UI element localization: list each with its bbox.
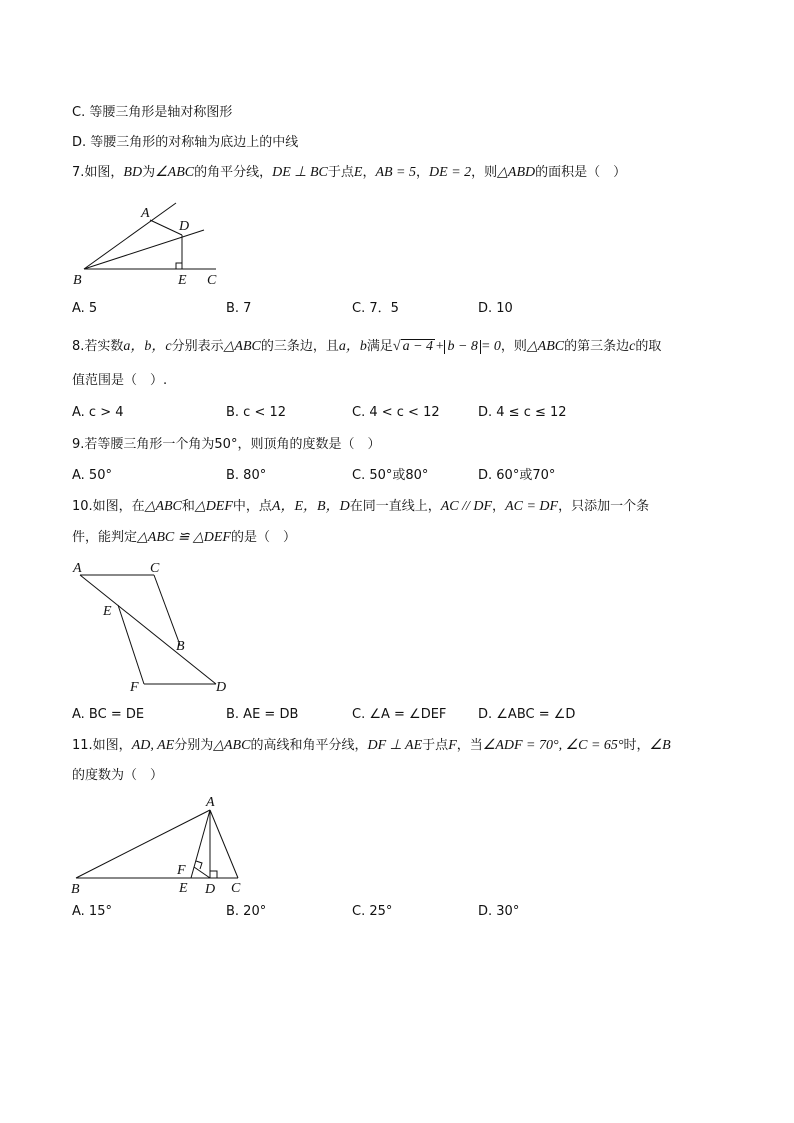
q10-text: ，只添加一个条	[558, 499, 650, 514]
q11-text: 时，	[623, 738, 650, 753]
q7-text: 的角平分线，	[194, 165, 273, 180]
q11-segment-df	[194, 867, 210, 878]
q10-number: 10.如图，在	[72, 499, 145, 514]
q11-option-c: C. 25°	[352, 904, 393, 919]
q8-option-b: B. c < 12	[226, 405, 287, 420]
q8-number: 8.若实数	[72, 339, 124, 354]
q8-text: ，则	[500, 339, 527, 354]
q11-option-d: D. 30°	[478, 904, 520, 919]
q10-stem	[72, 498, 649, 516]
q11-option-a: A. 15°	[72, 904, 112, 919]
q7-text: 于点	[327, 165, 354, 180]
q7-line-ba	[84, 203, 176, 269]
q10-option-b: B. AE = DB	[226, 707, 299, 722]
q10-segment-cb	[154, 575, 180, 645]
q11-text: 分别为	[174, 738, 214, 753]
q10-math: △ABC	[144, 499, 182, 514]
q7-text: ，	[416, 165, 430, 180]
q7-math: DE ⊥ BC	[272, 165, 328, 180]
q8-equals: = 0	[480, 339, 501, 354]
q11-text: 的高线和角平分线，	[250, 738, 368, 753]
q10-text: 的是（ ）	[230, 530, 296, 545]
q11-math: DF ⊥ AE	[367, 738, 423, 753]
q10-label-f: F	[130, 680, 139, 695]
q11-segment-ac	[210, 810, 238, 878]
q7-line-bd	[84, 230, 204, 269]
q10-text: 在同一直线上，	[349, 499, 441, 514]
q8-text: 分别表示	[171, 339, 224, 354]
q8-option-d: D. 4 ≤ c ≤ 12	[478, 405, 567, 420]
q7-label-d: D	[179, 219, 190, 234]
q8-math: △ABC	[526, 339, 565, 354]
q11-label-d: D	[205, 882, 216, 896]
q11-label-e: E	[179, 881, 188, 896]
q7-math: BD	[123, 165, 143, 180]
q11-option-b: B. 20°	[226, 904, 267, 919]
q11-label-a: A	[206, 795, 215, 810]
q7-math: E	[353, 165, 363, 180]
q10-option-a: A. BC = DE	[72, 707, 145, 722]
q10-option-c: C. ∠A = ∠DEF	[352, 707, 447, 722]
q10-figure	[68, 557, 240, 697]
q8-text: 满足	[366, 339, 393, 354]
q6-option-c: C. 等腰三角形是轴对称图形	[72, 105, 233, 120]
q9-option-c: C. 50°或80°	[352, 468, 429, 483]
q10-label-d: D	[216, 680, 227, 695]
q9-option-a: A. 50°	[72, 468, 112, 483]
q8-sqrt-expression: a − 4	[402, 339, 434, 354]
q11-figure	[66, 792, 252, 896]
q11-number: 11.如图，	[72, 738, 132, 753]
q7-label-e: E	[178, 273, 187, 288]
q10-label-a: A	[73, 561, 82, 576]
q8-abs-expression: b − 8	[444, 340, 480, 354]
q10-text: 和	[181, 499, 195, 514]
q11-label-f: F	[177, 863, 186, 878]
q10-math: A，E，B，D	[271, 499, 350, 514]
q7-math: △ABD	[497, 165, 536, 180]
q7-option-a: A. 5	[72, 301, 98, 316]
q11-text: ，当	[456, 738, 483, 753]
q8-text: 的第三条边	[564, 339, 630, 354]
q7-figure	[64, 196, 234, 292]
q7-text: 为	[142, 165, 156, 180]
q9-option-d: D. 60°或70°	[478, 468, 556, 483]
q7-text: 的面积是（ ）	[535, 165, 627, 180]
q7-label-c: C	[207, 273, 217, 288]
q11-math: F	[448, 738, 457, 753]
q7-math: AB = 5	[375, 165, 417, 180]
q11-segment-ab	[76, 810, 210, 878]
q10-math: AC // DF	[440, 499, 493, 514]
q10-text: 中，点	[232, 499, 272, 514]
q10-option-d: D. ∠ABC = ∠D	[478, 707, 576, 722]
q10-line-ad	[80, 575, 216, 684]
q7-stem	[72, 164, 626, 182]
q10-segment-ef	[118, 605, 144, 684]
q7-right-angle-mark	[176, 263, 182, 269]
q8-text: 的取	[635, 339, 662, 354]
q10-text: ，	[492, 499, 506, 514]
q11-math: ∠B	[649, 738, 671, 753]
q10-text: 件，能判定	[72, 530, 138, 545]
q8-text: 的三条边，且	[260, 339, 339, 354]
q7-segment-ad	[150, 220, 182, 235]
q7-option-c: C. 7．5	[352, 301, 399, 316]
q8-plus: +	[435, 339, 445, 354]
q8-stem: 8.若实数a，b，c分别表示△ABC的三条边，且a，b满足√ a − 4 + b − 8 = 0，则△ABC的第三条边c的取	[72, 339, 662, 354]
q11-stem	[72, 737, 671, 755]
q11-label-c: C	[231, 881, 241, 896]
q10-stem-line2	[72, 529, 296, 547]
q11-right-angle-mark-d	[210, 871, 217, 878]
q7-option-d: D. 10	[478, 301, 513, 316]
q8-math: △ABC	[223, 339, 261, 354]
q7-number: 7.如图，	[72, 165, 124, 180]
q11-math: ∠ADF = 70°, ∠C = 65°	[482, 738, 624, 753]
q8-math: a，b	[338, 339, 367, 354]
q8-option-c: C. 4 < c < 12	[352, 405, 440, 420]
q7-math: DE = 2	[429, 165, 472, 180]
q10-math: AC = DF	[505, 499, 559, 514]
q10-math: △DEF	[194, 499, 233, 514]
q7-text: ，则	[471, 165, 498, 180]
q7-label-b: B	[73, 273, 82, 288]
q11-right-angle-mark-f	[196, 861, 202, 869]
q11-math: AD, AE	[131, 738, 175, 753]
q10-label-b: B	[176, 639, 185, 654]
q7-math: ∠ABC	[155, 165, 195, 180]
q7-label-a: A	[141, 206, 150, 221]
q11-label-b: B	[71, 882, 80, 896]
q8-stem-line2: 值范围是（ ）.	[72, 373, 168, 388]
q8-math: a，b，c	[123, 339, 172, 354]
q7-option-b: B. 7	[226, 301, 252, 316]
q6-option-d: D. 等腰三角形的对称轴为底边上的中线	[72, 135, 299, 150]
q10-label-e: E	[103, 604, 112, 619]
q11-stem-line2: 的度数为（ ）	[72, 768, 164, 783]
q8-math: c	[629, 339, 636, 354]
q8-option-a: A. c > 4	[72, 405, 124, 420]
q9-option-b: B. 80°	[226, 468, 267, 483]
q11-text: 于点	[422, 738, 449, 753]
q7-text: ，	[362, 165, 376, 180]
q11-math: △ABC	[213, 738, 251, 753]
q9-stem: 9.若等腰三角形一个角为50°，则顶角的度数是（ ）	[72, 437, 381, 452]
q10-label-c: C	[150, 561, 160, 576]
q10-math: △ABC ≌ △DEF	[137, 530, 231, 545]
